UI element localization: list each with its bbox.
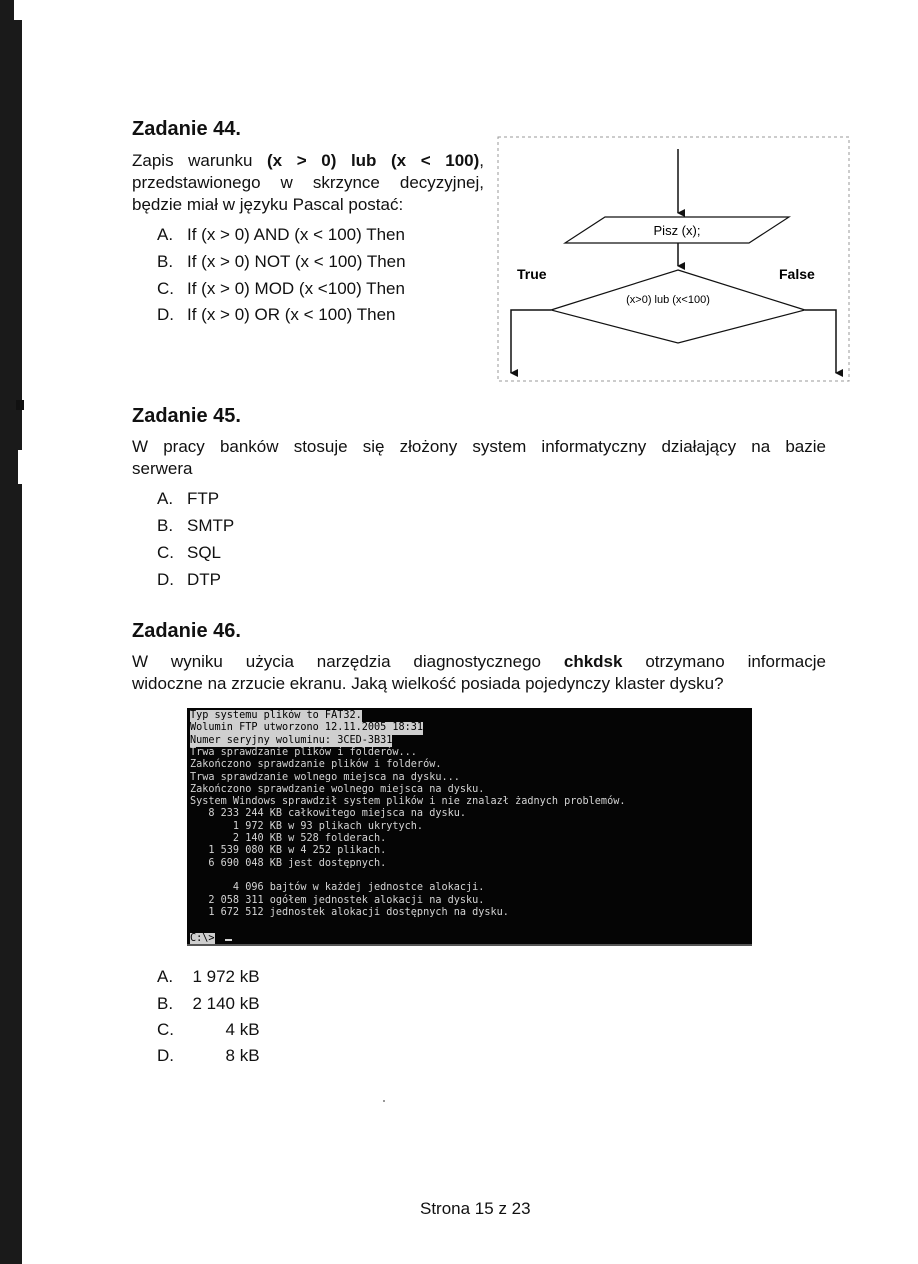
option-text: If (x > 0) MOD (x <100) Then [187, 279, 405, 298]
console-line: Zakończono sprawdzanie plików i folderów. [190, 759, 442, 771]
option-letter: A. [157, 967, 174, 986]
option-text: If (x > 0) OR (x < 100) Then [187, 305, 396, 324]
q46-line-2: widoczne na zrzucie ekranu. Jaką wielkość posiada pojedynczy klaster dysku? [132, 674, 724, 693]
option-text: DTP [187, 570, 221, 589]
option-letter: B. [157, 994, 174, 1013]
q45-title: Zadanie 45. [132, 405, 241, 427]
flowchart-true-branch [511, 310, 551, 373]
option-unit: kB [235, 994, 260, 1013]
option-letter: C. [157, 1020, 174, 1039]
chkdsk-keyword: chkdsk [563, 652, 623, 671]
option-unit: kB [235, 967, 260, 986]
q45-option-d[interactable] [157, 570, 221, 590]
option-unit: kB [235, 1046, 260, 1065]
console-line: 8 233 244 KB całkowitego miejsca na dysku. [190, 808, 467, 820]
q46-option-a[interactable] [157, 967, 260, 987]
option-letter: D. [157, 305, 174, 324]
scan-speck [383, 1100, 385, 1102]
q46-option-b[interactable] [157, 994, 260, 1014]
option-letter: B. [157, 252, 174, 271]
option-value: 2 140 [192, 994, 235, 1013]
console-line: 6 690 048 KB jest dostępnych. [190, 857, 387, 869]
scan-gap [18, 450, 24, 484]
console-line: 4 096 bajtów w każdej jednostce alokacji. [190, 882, 485, 894]
flowchart-io-text: Pisz (x); [653, 223, 701, 238]
console-line: 1 539 080 KB w 4 252 plikach. [190, 845, 387, 857]
option-text: SQL [187, 543, 222, 562]
console-line: 1 972 KB w 93 plikach ukrytych. [190, 820, 424, 832]
q44-option-d[interactable] [157, 305, 396, 325]
console-cursor [225, 939, 232, 941]
console-line: C:\> [190, 933, 215, 944]
option-letter: B. [157, 516, 174, 535]
option-letter: C. [157, 279, 174, 298]
option-unit: kB [235, 1020, 260, 1039]
page-footer: Strona 15 z 23 [420, 1199, 531, 1218]
q44-title: Zadanie 44. [132, 118, 241, 140]
option-letter: D. [157, 570, 174, 589]
option-letter: D. [157, 1046, 174, 1065]
q45-line-2: serwera [132, 459, 193, 478]
console-line: Wolumin FTP utworzono 12.11.2005 18:31 [190, 722, 424, 734]
q44-line-1: Zapis warunku (x > 0) lub (x < 100), [132, 151, 484, 170]
console-line: 2 140 KB w 528 folderach. [190, 833, 387, 844]
option-letter: A. [157, 489, 174, 508]
console-line: 2 058 311 ogółem jednostek alokacji na dysku. [190, 894, 485, 906]
console-line: Numer seryjny woluminu: 3CED-3B31 [190, 734, 393, 746]
option-value: 4 [225, 1020, 235, 1039]
console-line: Trwa sprawdzanie wolnego miejsca na dysku... [190, 771, 460, 783]
option-value: 8 [225, 1046, 235, 1065]
q45-option-c[interactable] [157, 543, 221, 563]
q46-line-1: W wyniku użycia narzędzia diagnostycznego chkdsk otrzymano informacje [132, 652, 826, 671]
flowchart-dashed-border [498, 137, 849, 381]
option-value: 1 972 [192, 967, 235, 986]
flowchart-decision-text: (x>0) lub (x<100) [626, 294, 710, 306]
scan-edge-notch [14, 0, 22, 20]
q44-option-c[interactable] [157, 279, 405, 299]
console-shadow [187, 944, 752, 946]
q46-title: Zadanie 46. [132, 620, 241, 642]
q44-flowchart [497, 136, 853, 386]
option-text: If (x > 0) NOT (x < 100) Then [187, 252, 406, 271]
q44-option-a[interactable] [157, 225, 405, 245]
q45-option-a[interactable] [157, 489, 219, 509]
console-line: Zakończono sprawdzanie wolnego miejsca na dysku. [190, 783, 485, 795]
q44-line-3: będzie miał w języku Pascal postać: [132, 195, 404, 214]
q46-option-c[interactable] [157, 1020, 260, 1040]
chkdsk-console-screenshot [187, 708, 752, 944]
q45-line-1: W pracy banków stosuje się złożony system informatyczny działający na bazie [132, 437, 826, 456]
console-line: Typ systemu plików to FAT32. [190, 710, 362, 721]
flowchart-false-label: False [779, 266, 815, 282]
scan-mark [16, 400, 24, 410]
q44-option-b[interactable] [157, 252, 406, 272]
option-text: FTP [187, 489, 220, 508]
console-line: System Windows sprawdził system plików i nie znalazł żadnych problemów. [190, 796, 626, 808]
option-text: If (x > 0) AND (x < 100) Then [187, 225, 405, 244]
console-line: Trwa sprawdzanie plików i folderów... [190, 746, 417, 758]
flowchart-decision-box [551, 270, 805, 343]
console-line: 1 672 512 jednostek alokacji dostępnych na dysku. [190, 906, 509, 918]
option-text: SMTP [187, 516, 235, 535]
option-letter: C. [157, 543, 174, 562]
scan-edge [0, 0, 22, 1264]
option-letter: A. [157, 225, 174, 244]
q44-line-2: przedstawionego w skrzynce decyzyjnej, [132, 173, 484, 192]
q46-option-d[interactable] [157, 1046, 260, 1066]
flowchart-false-branch [805, 310, 836, 373]
q45-option-b[interactable] [157, 516, 234, 536]
flowchart-true-label: True [517, 266, 547, 282]
